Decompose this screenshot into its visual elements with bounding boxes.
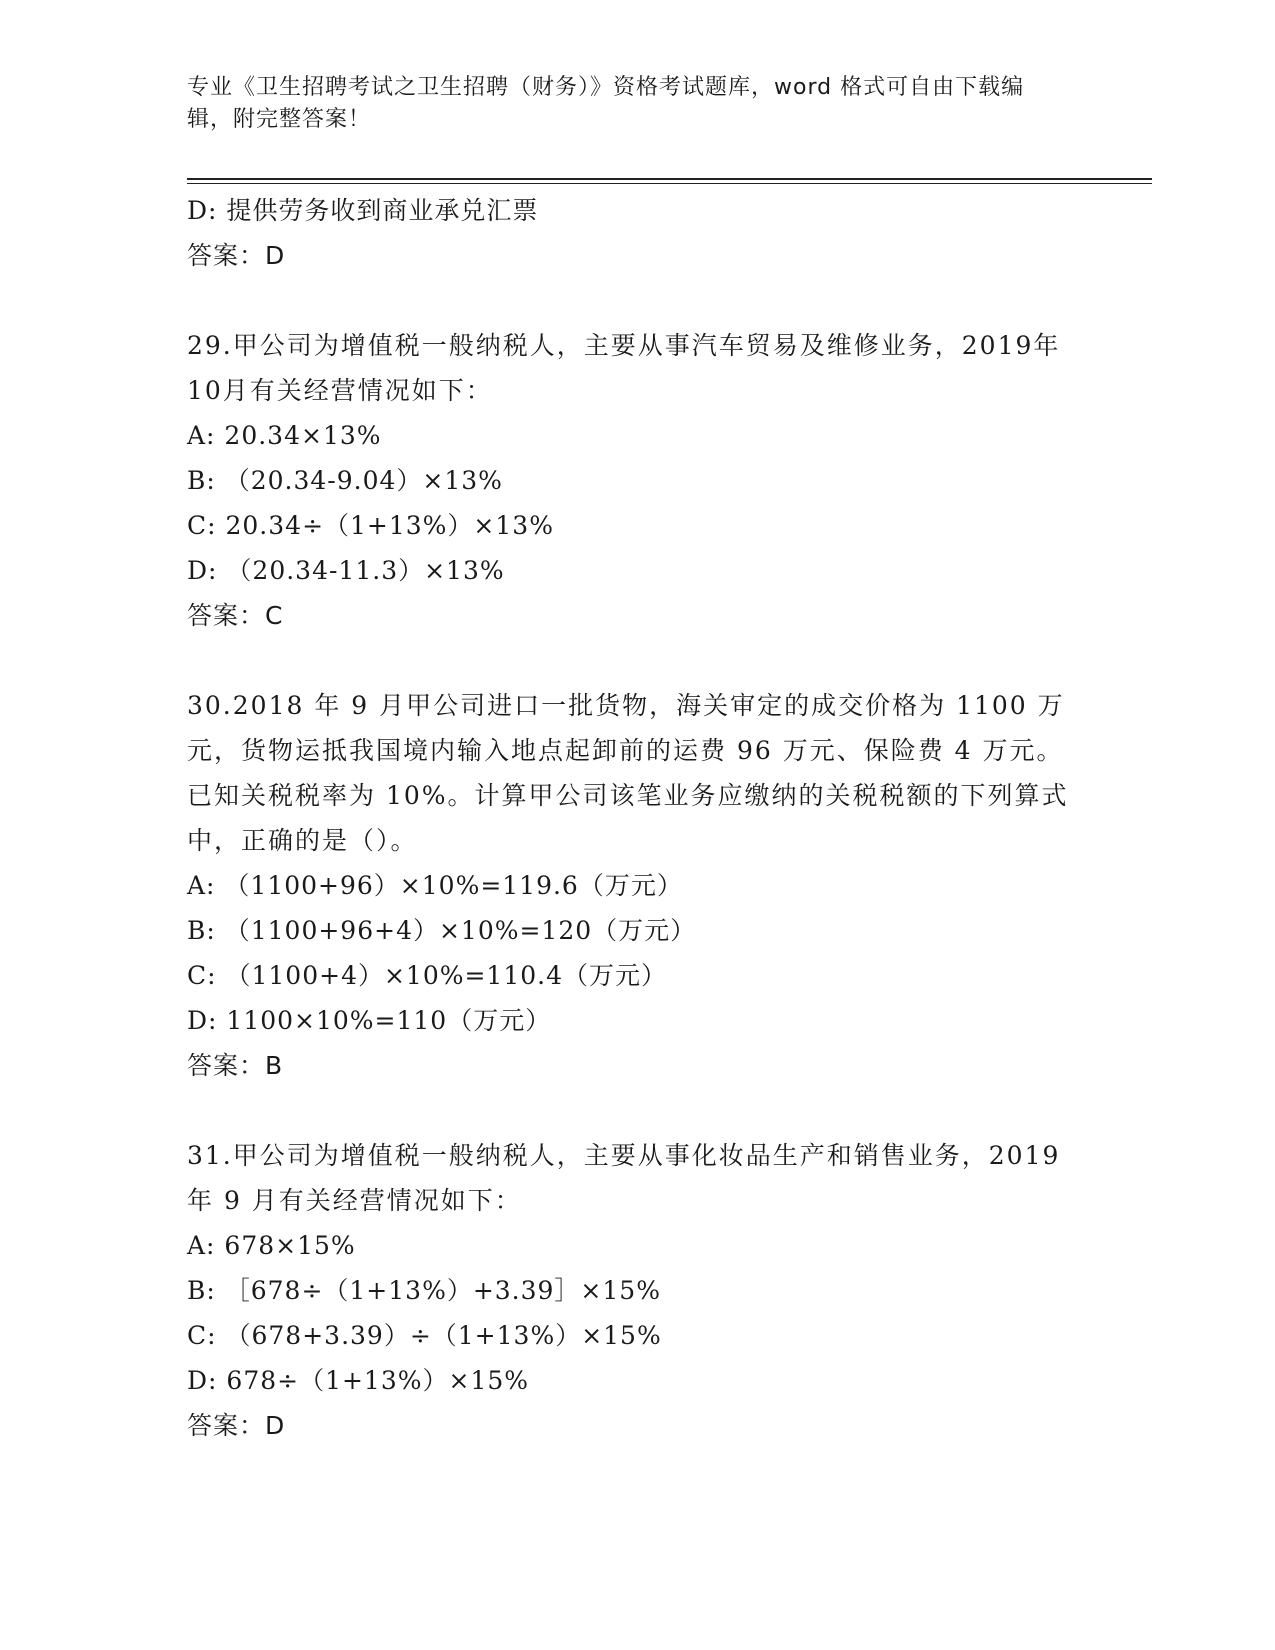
question-30-option-c: C: （1100+4）×10%=110.4（万元） <box>187 961 668 990</box>
question-30-option-a: A: （1100+96）×10%=119.6（万元） <box>187 871 683 900</box>
question-30-option-d: D: 1100×10%=110（万元） <box>187 1006 552 1035</box>
question-31-option-a: A: 678×15% <box>187 1231 356 1260</box>
question-31-option-d: D: 678÷（1+13%）×15% <box>187 1366 530 1395</box>
question-31-answer: 答案：D <box>187 1411 286 1440</box>
question-30-text: 30.2018 年 9 月甲公司进口一批货物，海关审定的成交价格为 1100 万元，货物运抵我国境内输入地点起卸前的运费 96 万元、保险费 4 万元。已知关税税率为 10%。计算甲公司该笔业务应缴纳的关税税额的下列算式中，正确的是（）。 <box>187 691 1069 855</box>
question-29 <box>187 323 1087 638</box>
question-29-answer: 答案：C <box>187 601 284 630</box>
question-30 <box>187 683 1087 1088</box>
document-header: 专业《卫生招聘考试之卫生招聘（财务）》资格考试题库，word 格式可自由下载编辑，附完整答案！ <box>187 75 1025 132</box>
question-29-option-b: B: （20.34-9.04）×13% <box>187 466 503 495</box>
question-31 <box>187 1133 1087 1448</box>
question-31-text: 31.甲公司为增值税一般纳税人，主要从事化妆品生产和销售业务，2019 年 9 月有关经营情况如下： <box>187 1141 1061 1215</box>
header-divider-thin <box>187 183 1152 184</box>
header-divider-thick <box>187 178 1152 180</box>
prev-option-d: D: 提供劳务收到商业承兑汇票 <box>187 196 539 225</box>
question-31-option-b: B: ［678÷（1+13%）+3.39］×15% <box>187 1276 661 1305</box>
question-29-option-a: A: 20.34×13% <box>187 421 382 450</box>
prev-answer: 答案：D <box>187 241 286 270</box>
question-29-option-d: D: （20.34-11.3）×13% <box>187 556 505 585</box>
question-list <box>187 188 1087 1448</box>
question-31-option-c: C: （678+3.39）÷（1+13%）×15% <box>187 1321 662 1350</box>
spacer <box>187 278 1087 323</box>
question-30-option-b: B: （1100+96+4）×10%=120（万元） <box>187 916 697 945</box>
question-30-answer: 答案：B <box>187 1051 284 1080</box>
spacer <box>187 1088 1087 1133</box>
question-29-text: 29.甲公司为增值税一般纳税人，主要从事汽车贸易及维修业务，2019年10月有关经营情况如下： <box>187 331 1061 405</box>
spacer <box>187 638 1087 683</box>
question-29-option-c: C: 20.34÷（1+13%）×13% <box>187 511 554 540</box>
